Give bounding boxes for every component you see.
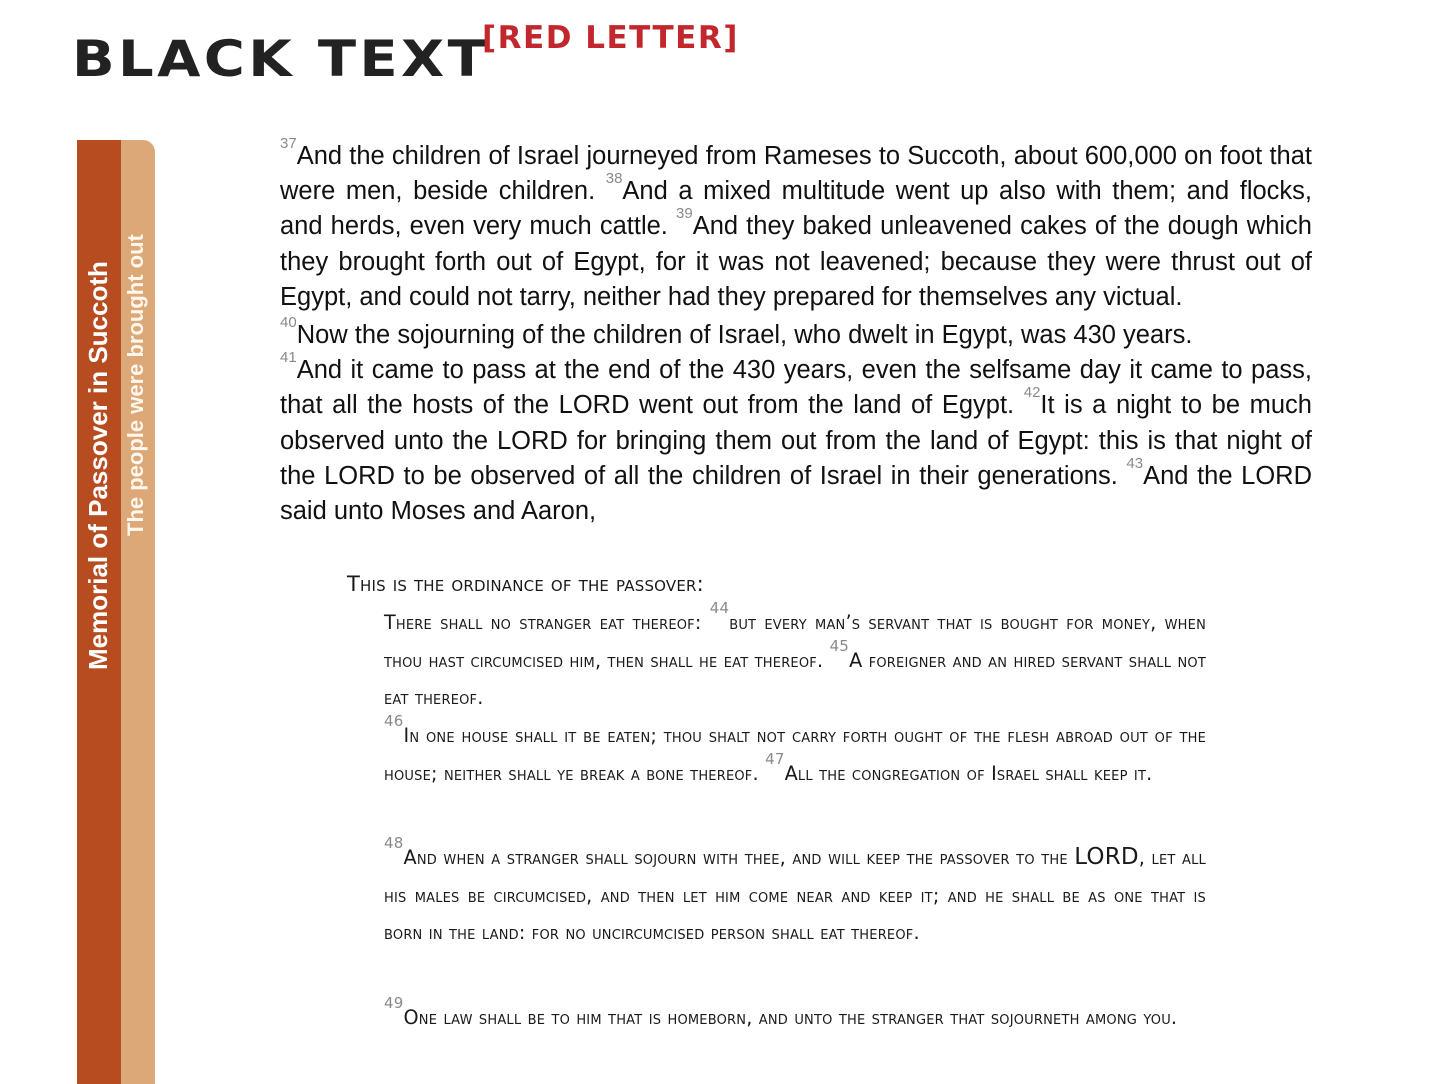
verse-text: In one house shall it be eaten; thou shalt not carry forth ought of the flesh abroad out of the house; neither shall ye break a bone thereof. <box>384 724 1206 785</box>
lord-word: LORD <box>1074 844 1139 870</box>
paragraph-41-43 <box>280 349 1312 529</box>
verse-number: 39 <box>676 205 693 223</box>
ordinance-stanza-2 <box>384 834 1206 952</box>
sidebar-subheading: The people were brought out <box>123 234 148 536</box>
verse-number: 37 <box>280 135 297 152</box>
verse-number: 40 <box>280 314 297 332</box>
verse-number: 44 <box>709 599 730 617</box>
verse-text: And the LORD said unto Moses and Aaron, <box>280 461 1312 526</box>
verse-text: It is a night to be much observed unto the LORD for bringing them out from the land of Egypt: this is that night of the LORD to be observed of all the children of Israel in their generations. <box>280 391 1312 490</box>
verse-text: And the children of Israel journeyed from Rameses to Succoth, about 600,000 on foot that were men, beside children. <box>280 142 1312 206</box>
verse-text: A foreigner and an hired servant shall not eat thereof. <box>384 648 1206 710</box>
verse-text: And they baked unleavened cakes of the dough which they brought forth out of Egypt, for it was not leavened; because they were thrust out of Egypt, and could not tarry, neither had they prepared for themselves any victual. <box>280 212 1312 311</box>
title-red-letter: [RED LETTER] <box>482 20 739 56</box>
verse-text: There shall no stranger eat thereof: <box>384 611 710 634</box>
paragraph-37-39 <box>280 135 1312 315</box>
ordinance-stanza-1 <box>384 599 1206 793</box>
stanza-lines <box>384 834 1206 952</box>
verse-number: 41 <box>280 349 297 367</box>
narrative-text <box>280 135 1312 529</box>
verse-text: Now the sojourning of the children of Israel, who dwelt in Egypt, was 430 years. <box>296 321 1193 350</box>
stanza-lines <box>384 994 1206 1037</box>
verse-number: 43 <box>1126 454 1144 472</box>
verse-number: 38 <box>605 170 623 188</box>
verse-text: One law shall be to him that is homeborn, and unto the stranger that sojourneth among you. <box>403 1006 1178 1029</box>
verse-text: And when a stranger shall sojourn with thee, and will keep the passover to the <box>403 846 1075 869</box>
verse-number: 49 <box>384 994 404 1012</box>
ordinance-stanza-3 <box>384 994 1206 1037</box>
verse-text: , let all his males be circumcised, and then let him come near and keep it; and he shall be as one that is born in the land: for no uncircumcised person shall eat thereof. <box>384 846 1206 945</box>
title-black-text: BLACK TEXT <box>72 30 490 88</box>
sidebar-heading: Memorial of Passover in Succoth <box>83 261 113 670</box>
verse-number: 48 <box>384 834 404 852</box>
ordinance-intro: This is the ordinance of the passover: <box>347 572 704 596</box>
verse-text: All the congregation of Israel shall keep it. <box>784 761 1153 785</box>
verse-text: but every man’s servant that is bought for money, when thou hast circumcised him, then shall he eat thereof. <box>384 611 1206 672</box>
verse-text: And it came to pass at the end of the 430 years, even the selfsame day it came to pass, that all the hosts of the LORD went out from the land of Egypt. <box>280 356 1312 420</box>
paragraph-40 <box>280 314 1312 353</box>
verse-text: And a mixed multitude went up also with them; and flocks, and herds, even very much cattle. <box>280 177 1312 241</box>
verse-number: 46 <box>384 712 404 731</box>
verse-number: 45 <box>829 636 850 655</box>
page-title <box>72 30 490 88</box>
verse-number: 47 <box>765 749 785 768</box>
verse-number: 42 <box>1023 384 1041 402</box>
stanza-lines <box>384 599 1206 793</box>
